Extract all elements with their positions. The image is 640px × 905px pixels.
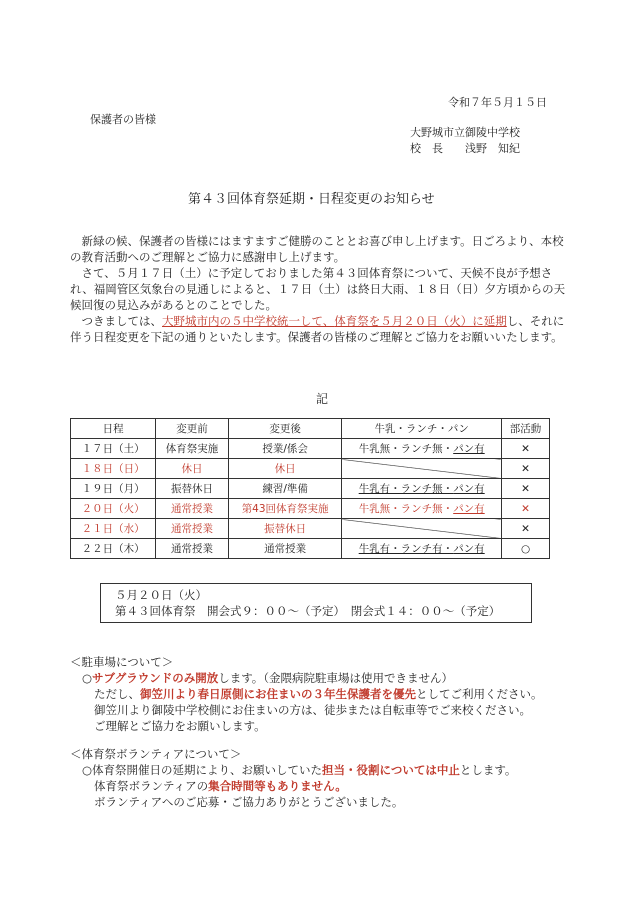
- table-row: ２２日（木） 通常授業 通常授業 牛乳有・ランチ有・パン有 ○: [71, 539, 550, 559]
- club-cross-icon: ✕: [502, 499, 550, 519]
- unified-schools-text: 大野城市内の５中学校統一して、: [162, 314, 335, 328]
- table-row: １７日（土） 体育祭実施 授業/係会 牛乳無・ランチ無・パン有 ✕: [71, 439, 550, 459]
- parking-heading: ＜駐車場について＞: [70, 655, 174, 669]
- sub-ground-text: サブグラウンドのみ開放: [92, 671, 219, 685]
- priority-text: 御笠川より春日原側にお住まいの３年生保護者を優先: [140, 687, 416, 701]
- diagonal-cell: [342, 519, 502, 539]
- principal-name: 校 長 浅野 知紀: [410, 142, 520, 155]
- club-cross-icon: ✕: [502, 459, 550, 479]
- body-text: [70, 233, 570, 345]
- event-times: 第４３回体育祭 開会式９：００～（予定） 閉会式１４：００～（予定）: [115, 604, 501, 618]
- header-before: 変更前: [156, 419, 229, 439]
- schedule-table: [70, 418, 550, 559]
- table-row: ２０日（火） 通常授業 第43回体育祭実施 牛乳無・ランチ無・パン有 ✕: [71, 499, 550, 519]
- paragraph-greeting: 新緑の候、保護者の皆様にはますますご健勝のこととお喜び申し上げます。日ごろより、本校の教育活動へのご理解とご協力に感謝申し上げます。: [70, 234, 564, 264]
- header-date: 日程: [71, 419, 156, 439]
- diagonal-cell: [342, 459, 502, 479]
- paragraph-weather: さて、５月１７日（土）に予定しておりました第４３回体育祭について、天候不良が予想され、福岡管区気象台の見通しによると、１７日（土）は終日大雨、１８日（日）夕方頃からの天候回復の見込みがあるとのことでした。: [70, 266, 566, 312]
- club-cross-icon: ✕: [502, 479, 550, 499]
- event-date: ５月２０日（火）: [115, 588, 207, 602]
- postpone-date-text: 体育祭を５月２０日（火）に延期: [334, 314, 507, 328]
- cancel-text: 担当・役割については中止: [322, 763, 460, 777]
- table-header-row: [71, 419, 550, 439]
- club-cross-icon: ✕: [502, 519, 550, 539]
- header-club: 部活動: [502, 419, 550, 439]
- header-lunch: 牛乳・ランチ・パン: [342, 419, 502, 439]
- table-row: １８日（日） 休日 休日 ✕: [71, 459, 550, 479]
- club-cross-icon: ✕: [502, 439, 550, 459]
- header-after: 変更後: [228, 419, 341, 439]
- table-row: ２１日（水） 通常授業 振替休日 ✕: [71, 519, 550, 539]
- volunteer-heading: ＜体育祭ボランティアについて＞: [70, 747, 242, 761]
- parking-section: ＜駐車場について＞ ○サブグラウンドのみ開放します。（金隈病院駐車場は使用できません） ただし、御笠川より春日原側にお住まいの３年生保護者を優先としてご利用ください。 御笠川より御陵中学校側にお住まいの方は、徒歩または自転車等でご来校ください。 ご理解とご協力をお願いします。: [70, 655, 543, 733]
- recipient: 保護者の皆様: [90, 113, 156, 126]
- page-title: 第４３回体育祭延期・日程変更のお知らせ: [188, 192, 435, 207]
- table-row: １９日（月） 振替休日 練習/準備 牛乳有・ランチ無・パン有 ✕: [71, 479, 550, 499]
- ki-mark: 記: [316, 392, 329, 406]
- paragraph-postpone: つきましては、大野城市内の５中学校統一して、体育祭を５月２０日（火）に延期し、それに伴う日程変更を下記の通りといたします。保護者の皆様のご理解とご協力をお願いいたします。: [70, 314, 565, 344]
- issue-date: 令和７年５月１５日: [448, 96, 547, 109]
- no-gathering-text: 集合時間等もありません。: [208, 779, 347, 793]
- school-name: 大野城市立御陵中学校: [410, 126, 520, 139]
- club-circle-icon: ○: [502, 539, 550, 559]
- volunteer-section: ＜体育祭ボランティアについて＞ ○体育祭開催日の延期により、お願いしていた担当・役割については中止とします。 体育祭ボランティアの集合時間等もありません。 ボランティアへのご応募・ご協力ありがとうございました。: [70, 747, 517, 809]
- event-info-box: [100, 583, 532, 623]
